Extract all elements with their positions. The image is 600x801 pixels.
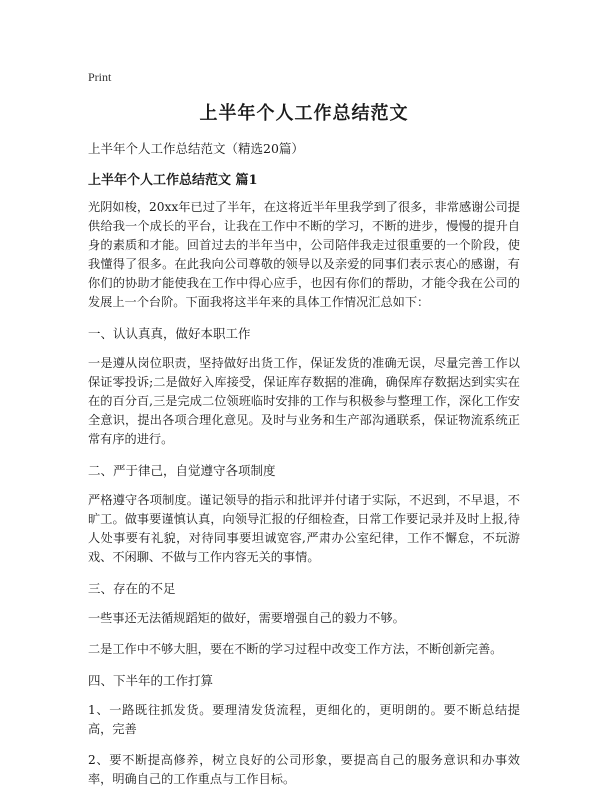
document-subtitle: 上半年个人工作总结范文（精选20篇） (88, 141, 304, 156)
heading-3: 三、存在的不足 (88, 581, 176, 596)
heading-1: 一、认认真真，做好本职工作 (88, 326, 251, 341)
document-page (88, 70, 520, 801)
paragraph-2: 严格遵守各项制度。谨记领导的指示和批评并付诸于实际，不迟到，不早退，不旷工。做事要谨慎认真，向领导汇报的仔细检查，日常工作要记录并及时上报,待人处事要有礼貌，对待同事要坦诚宽容,严肃办公室纪律，工作不懈怠，不玩游戏、不闲聊、不做与工作内容无关的事情。 (88, 493, 520, 564)
heading-4: 四、下半年的工作打算 (88, 673, 214, 688)
document-title: 上半年个人工作总结范文 (199, 103, 409, 124)
paragraph-1: 一是遵从岗位职责，坚持做好出货工作，保证发货的准确无误，尽量完善工作以保证零投诉;二是做好入库接受，保证库存数据的准确，确保库存数据达到实实在在的百分百,三是完成二位领班临时安排的工作与积极参与整理工作，深化工作安全意识，提出各项合理化意见。及时与业务和生产部沟通联系，保证物流系统正常有序的进行。 (88, 356, 520, 446)
paragraph-4: 二是工作中不够大胆，要在不断的学习过程中改变工作方法，不断创新完善。 (88, 642, 503, 656)
paragraph-3: 一些事还无法循规蹈矩的做好，需要增强自己的毅力不够。 (88, 611, 405, 625)
paragraph-6: 2、要不断提高修养，树立良好的公司形象，要提高自己的服务意识和办事效率，明确自己的工作重点与工作目标。 (88, 753, 520, 786)
section-title: 上半年个人工作总结范文 篇1 (88, 173, 258, 188)
paragraph-5: 1、一路既往抓发货。要理清发货流程，更细化的，更明朗的。要不断总结提高，完善 (88, 703, 520, 736)
intro-paragraph: 光阴如梭，20xx年已过了半年，在这将近半年里我学到了很多，非常感谢公司提供给我一个成长的平台，让我在工作中不断的学习，不断的进步，慢慢的提升自身的素质和才能。回首过去的半年当中，公司陪伴我走过很重要的一个阶段，使我懂得了很多。在此我向公司尊敬的领导以及亲爱的同事们表示衷心的感谢，有你们的协助才能使我在工作中得心应手，也因有你们的帮助，才能令我在公司的发展上一个台阶。下面我将这半年来的具体工作情况汇总如下： (88, 200, 520, 309)
heading-2: 二、严于律己，自觉遵守各项制度 (88, 463, 276, 478)
print-label: Print (88, 70, 112, 84)
